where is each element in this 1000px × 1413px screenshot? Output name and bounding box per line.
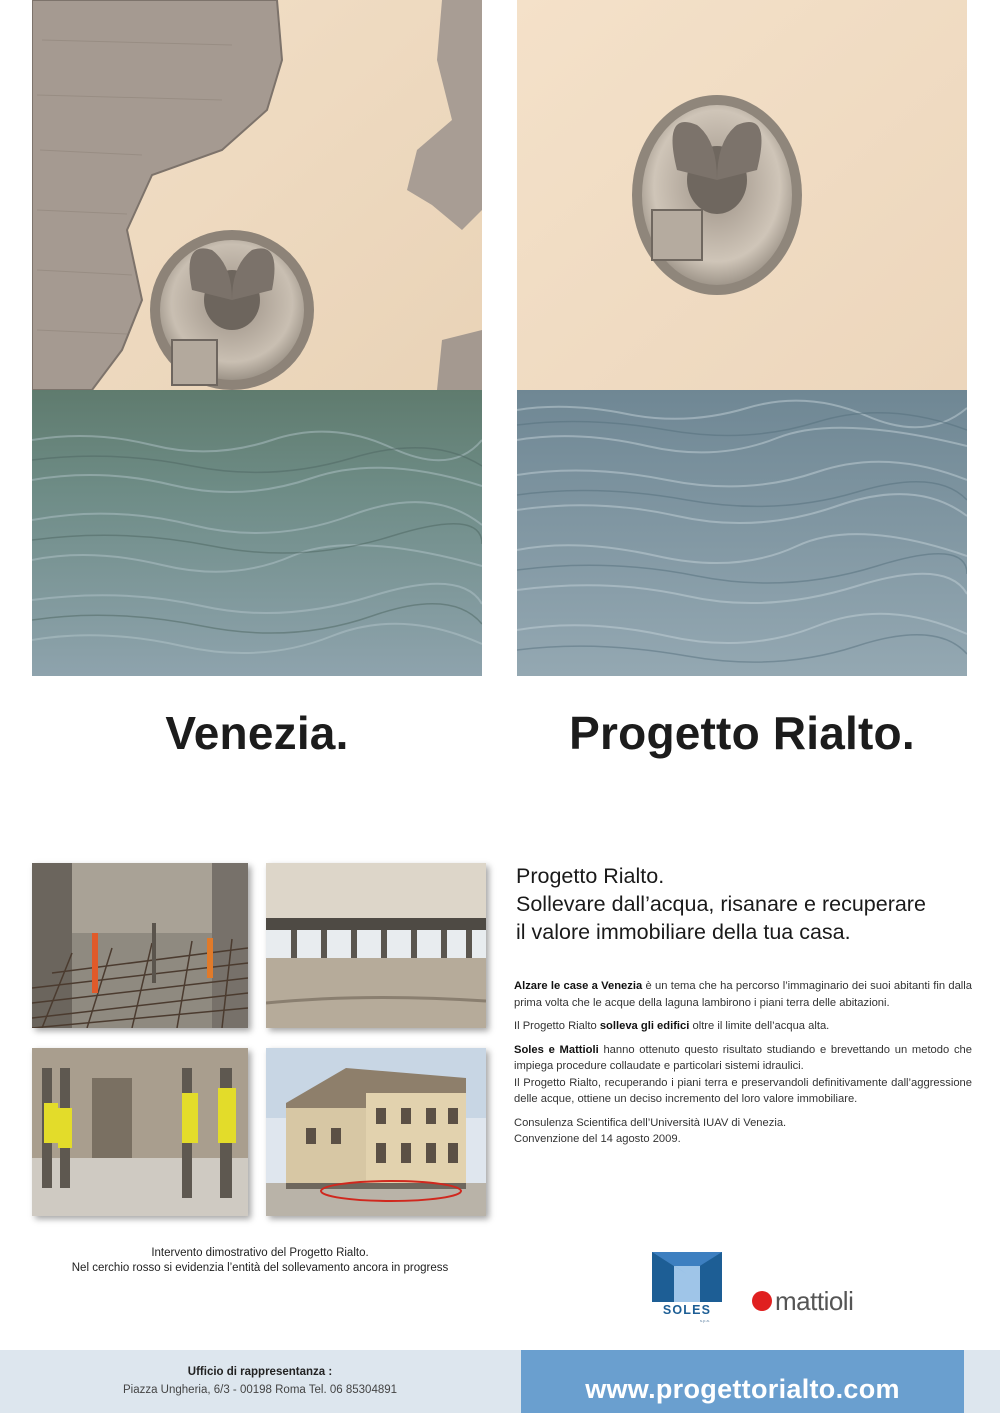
photo-caption-line1: Intervento dimostrativo del Progetto Rialto. [151, 1247, 369, 1259]
body-p3-text: hanno ottenuto questo risultato studiando e brevettando un metodo che impiega procedure collaudate e particolari sistemi idraulici. [514, 1043, 972, 1072]
mattioli-logo [752, 1284, 853, 1318]
tagline-line1: Progetto Rialto. [516, 864, 665, 888]
body-paragraph-4: Il Progetto Rialto, recuperando i piani terra e preservandoli definitivamente dall’aggressione delle acque, ottiene un deciso incremento del loro valore immobiliare. [514, 1076, 972, 1105]
body-p5-line1: Consulenza Scientifica dell’Università IUAV di Venezia. [514, 1116, 787, 1129]
body-p2-pre: Il Progetto Rialto [514, 1020, 600, 1032]
tagline-line2: Sollevare dall’acqua, risanare e recuperare [516, 892, 926, 916]
photo-foundation-rebar [32, 863, 248, 1028]
mattioli-logo-text: mattioli [775, 1285, 854, 1316]
soles-logo-text: SOLES [662, 1303, 712, 1317]
tagline-line3: il valore immobiliare della tua casa. [516, 920, 851, 944]
body-p2-bold: solleva gli edifici [599, 1020, 690, 1032]
website-url-band[interactable] [521, 1350, 964, 1413]
body-p2-post: oltre il limite dell’acqua alta. [689, 1020, 830, 1032]
tagline [516, 862, 986, 946]
soles-logo-icon [652, 1252, 722, 1307]
office-address: Piazza Ungheria, 6/3 - 00198 Roma Tel. 06 85304891 [122, 1384, 398, 1396]
photo-caption-line2: Nel cerchio rosso si evidenzia l’entità del sollevamento ancora in progress [71, 1262, 449, 1274]
footer-office [30, 1366, 490, 1396]
soles-logo-subtext: s.p.a. [700, 1318, 710, 1323]
photo-caption [30, 1246, 490, 1276]
office-label: Ufficio di rappresentanza : [187, 1366, 333, 1378]
progetto-rialto-photo [517, 0, 967, 676]
photo-raised-pillars [266, 863, 486, 1028]
body-p1-bold: Alzare le case a Venezia [514, 980, 643, 992]
body-paragraph-2 [514, 1018, 972, 1035]
website-url-link[interactable]: www.progettorialto.com [585, 1374, 900, 1404]
photo-hydraulic-jacks [32, 1048, 248, 1216]
venezia-flooded-photo [32, 0, 482, 676]
mattioli-dot-icon [752, 1291, 772, 1311]
photo-building-lifted [266, 1048, 486, 1216]
headline-venezia: Venezia. [165, 707, 349, 759]
body-p1-text: è un tema che ha percorso l’immaginario dei suoi abitanti fin dalla prima volta che le acque della laguna lambirono i piani terra delle abitazioni. [514, 980, 973, 1009]
headline-progetto-rialto: Progetto Rialto. [569, 707, 915, 759]
body-paragraph-1 [514, 978, 972, 1011]
body-p3-bold: Soles e Mattioli [514, 1043, 599, 1056]
body-copy [514, 978, 972, 1155]
body-p5-line2: Convenzione del 14 agosto 2009. [514, 1133, 681, 1145]
body-paragraph-3 [514, 1042, 972, 1075]
body-paragraph-5 [514, 1115, 972, 1148]
